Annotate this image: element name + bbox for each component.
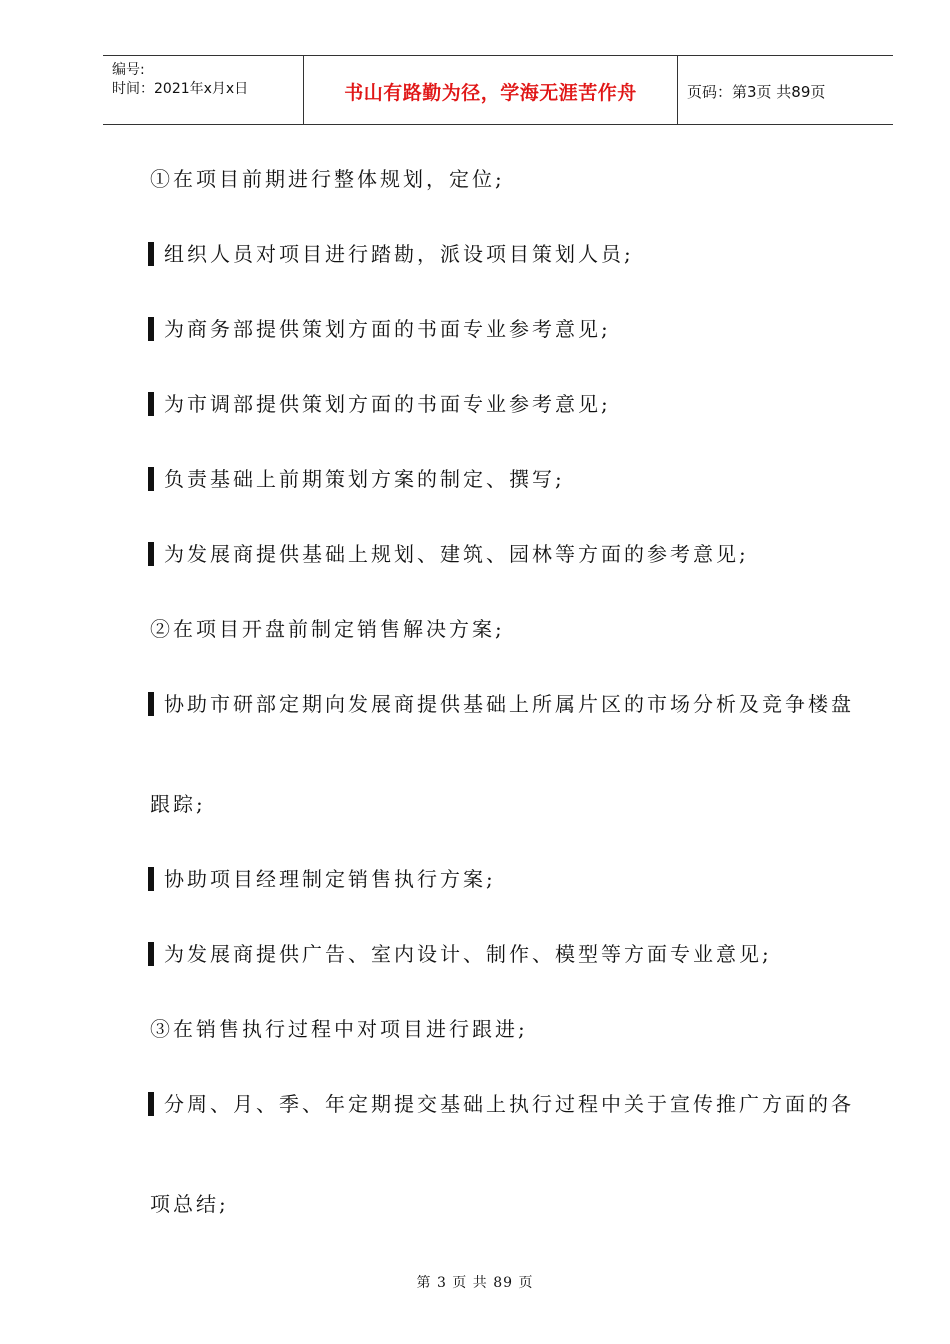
bullet-marker [148,692,154,716]
list-item [148,388,611,417]
list-item [148,688,854,717]
header-page-label: 页码：第3页 共89页 [687,83,826,101]
header-motto: 书山有路勤为径，学海无涯苦作舟 [344,82,637,104]
doc-time-label: 时间：2021年x月x日 [112,81,249,97]
list-item-text: 组织人员对项目进行踏勘，派设项目策划人员; [164,242,634,266]
list-item-continuation: 项总结; [150,1192,229,1216]
list-item [148,238,634,267]
list-item-text: 分周、月、季、年定期提交基础上执行过程中关于宣传推广方面的各 [164,1092,854,1116]
section-heading-2: ②在项目开盘前制定销售解决方案; [150,617,505,641]
bullet-marker [148,392,154,416]
list-item-text: 为商务部提供策划方面的书面专业参考意见; [164,317,611,341]
bullet-marker [148,542,154,566]
list-item [148,1088,854,1117]
list-item-text: 为发展商提供基础上规划、建筑、园林等方面的参考意见; [164,542,749,566]
header-table [103,55,893,125]
bullet-marker [148,467,154,491]
section-heading-1: ①在项目前期进行整体规划，定位; [150,167,505,191]
section-heading-3: ③在销售执行过程中对项目进行跟进; [150,1017,528,1041]
bullet-marker [148,942,154,966]
header-info-cell [103,56,304,124]
list-item-text: 负责基础上前期策划方案的制定、撰写; [164,467,565,491]
doc-number-label: 编号: [112,62,145,78]
bullet-marker [148,242,154,266]
bullet-marker [148,867,154,891]
list-item-text: 协助项目经理制定销售执行方案; [164,867,496,891]
list-item [148,538,749,567]
header-page-cell [678,56,893,124]
list-item [148,938,772,967]
list-item-continuation: 跟踪; [150,792,206,816]
list-item-text: 协助市研部定期向发展商提供基础上所属片区的市场分析及竞争楼盘 [164,692,854,716]
list-item [148,463,565,492]
bullet-marker [148,1092,154,1116]
page-footer: 第 3 页 共 89 页 [416,1275,534,1291]
header-motto-cell [304,56,678,124]
list-item [148,863,496,892]
bullet-marker [148,317,154,341]
list-item-text: 为市调部提供策划方面的书面专业参考意见; [164,392,611,416]
list-item [148,313,611,342]
list-item-text: 为发展商提供广告、室内设计、制作、模型等方面专业意见; [164,942,772,966]
